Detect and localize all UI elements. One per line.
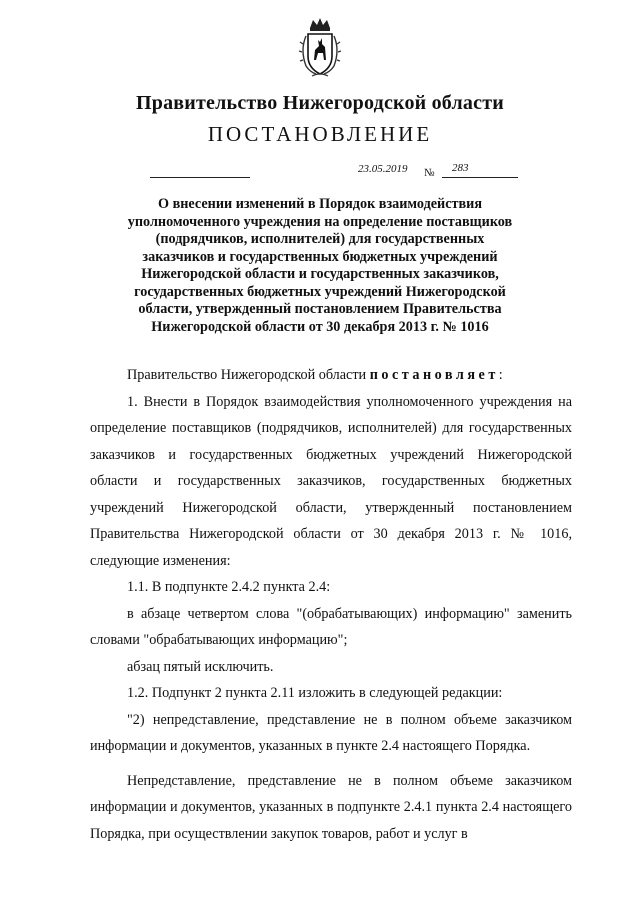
paragraph-1-1: 1.1. В подпункте 2.4.2 пункта 2.4: (127, 579, 331, 595)
document-heading: О внесении изменений в Порядок взаимодействия уполномоченного учреждения на определение поставщиков (подрядчиков, исполнителей) для государственных заказчиков и государственных бюджетных учреждений Нижегородской области и государственных заказчиков, государственных бюджетных учреждений Нижегородской области, утвержденный постановлением Правительства Нижегородской области от 30 декабря 2013 г. № 1016 (127, 196, 513, 335)
paragraph-1-1-a: в абзаце четвертом слова "(обрабатывающих) информацию" заменить словами "обрабатывающих информацию"; (90, 605, 572, 648)
document-type: ПОСТАНОВЛЕНИЕ (207, 122, 433, 146)
document-date: 23.05.2019 (358, 163, 408, 175)
number-sign: № (424, 167, 435, 179)
document-number: 283 (452, 162, 469, 174)
government-title: Правительство Нижегородской области (136, 92, 504, 114)
intro-colon: : (498, 367, 503, 383)
number-underline (442, 177, 518, 178)
intro-text: Правительство Нижегородской области (127, 367, 370, 383)
paragraph-1-2: 1.2. Подпункт 2 пункта 2.11 изложить в следующей редакции: (127, 685, 503, 701)
resolves-word: постановляет (369, 367, 499, 383)
paragraph-1: 1. Внести в Порядок взаимодействия уполномоченного учреждения на определение поставщиков (подрядчиков, исполнителей) для государственных заказчиков и государственных бюджетных учреждений Нижегородской области и государственных заказчиков, государственных бюджетных учреждений Нижегородской области, утвержденный постановлением Правительства Нижегородской области от 30 декабря 2013 г. № 1016, следующие изменения: (90, 393, 572, 569)
paragraph-1-1-b: абзац пятый исключить. (127, 658, 274, 675)
blank-line (150, 177, 250, 178)
paragraph-1-2-b: Непредставление, представление не в полном объеме заказчиком информации и документов, указанных в подпункте 2.4.1 пункта 2.4 настоящего Порядка, при осуществлении закупок товаров, работ и услуг в (90, 772, 572, 842)
document-body (90, 362, 572, 847)
intro-paragraph (90, 362, 572, 389)
paragraph-1-2-a: "2) непредставление, представление не в полном объеме заказчиком информации и документов, указанных в пункте 2.4 настоящего Порядка. (90, 711, 572, 754)
coat-of-arms-icon (298, 16, 342, 78)
